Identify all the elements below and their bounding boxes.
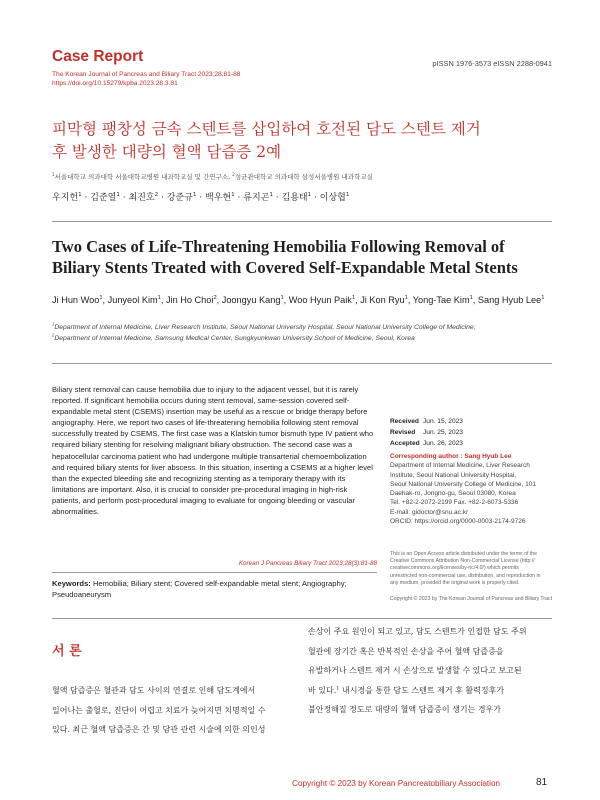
author-name: 김용태: [281, 193, 308, 203]
english-affiliations: [52, 323, 572, 344]
author-affil-mark: 1: [345, 192, 350, 198]
body-line: 유발하거나 스텐트 제거 시 손상으로 발생할 수 있다고 보고된: [308, 666, 522, 676]
korean-affiliation-2: 성균관대학교 의과대학 삼성서울병원 내과학교실: [234, 173, 373, 181]
author-affil-mark: 1: [99, 294, 103, 301]
article-header: [52, 48, 552, 87]
keywords-text: Hemobilia; Biliary stent; Covered self-expandable metal stent; Angiography; Pseudoaneurysm: [52, 579, 347, 599]
section-heading-introduction: 서 론: [52, 644, 82, 659]
author-name: Joongyu Kang: [221, 295, 281, 305]
author-affil-mark: 1: [351, 294, 356, 301]
date-value: Jun. 26, 2023: [423, 439, 463, 447]
page-number: 81: [536, 777, 548, 788]
body-line: 불안정해질 정도로 대량의 혈액 담즙증이 생기는 경우가: [308, 705, 501, 715]
date-row: [390, 428, 560, 439]
keywords-block: [52, 578, 377, 600]
open-access-notice: [390, 551, 560, 587]
corresponding-line: E-mail: gidoctor@snu.ac.kr: [390, 508, 469, 516]
author-name: Junyeol Kim: [107, 295, 158, 305]
body-line: 혈액 담즙증은 혈관과 담도 사이의 연결로 인해 담도계에서: [52, 686, 256, 695]
author-name: Ji Hun Woo: [52, 295, 100, 305]
abstract-text: Biliary stent removal can cause hemobilia due to injury to the adjacent vessel, but it is rarely reported. If significant hemobilia occurs during stent removal, same-session covered self-expandable metal stent (CSEMS) insertion may be useful as a rescue or bridge therapy before angiography. Here, we report two cases of life-threatening hemobilia following stent removal successfully treated by CSEMS. The first case was a Klatskin tumor bismuth type IV patient who required biliary stenting for resolving malignant biliary obstruction. The second case was a hepatocellular carcinoma patient who had undergone multiple transarterial chemoembolization and required biliary stents for liver abscess. In this situation, inserting a CSEMS at a higher level than the expected bleeding site and recognizing stenting as a temporary therapy with its limitations are important. Also, it is crucial to consider pre-procedural imaging in high-risk patients, and perform post-procedural imaging to evaluate for ongoing bleeding or vascular abnormalities.: [52, 385, 374, 517]
body-column-right: [308, 622, 558, 720]
corresponding-line: Daehak-ro, Jongno-gu, Seoul 03080, Korea: [390, 490, 516, 498]
date-value: Jun. 15, 2023: [423, 418, 463, 425]
body-line: [308, 681, 558, 701]
corresponding-line: Tel. +82-2-2072-2199 Fax. +82-2-6073-5336: [390, 499, 519, 507]
open-access-line: any medium, provided the original work is properly cited.: [390, 579, 520, 586]
journal-copyright: Copyright © 2023 by The Korean Journal of Pancreas and Biliary Tract: [390, 596, 553, 602]
author-name: Ji Kon Ryu: [360, 295, 405, 305]
corresponding-line: Seoul National University College of Medicine, 101: [390, 480, 536, 488]
article-type-label: Case Report: [52, 48, 144, 65]
affiliation-divider: [52, 363, 552, 364]
author-affil-mark: 1: [157, 294, 161, 301]
open-access-line: This is an Open Access article distributed under the terms of the: [390, 551, 538, 557]
english-author-list: Ji Hun Woo$^1$, Junyeol Kim$^1$, Jin Ho Choi$^2$, Joongyu Kang$^1$, Woo Hyun Paik$^1$, Ji Kon Ryu$^1$, Yong-Tae Kim$^1$, Sang Hyub Lee$^1$: [52, 294, 545, 305]
article-dates: [390, 417, 560, 449]
date-row: [390, 417, 560, 428]
korean-affiliations: [52, 172, 552, 181]
author-name: Sang Hyub Lee: [477, 295, 542, 305]
english-title: [52, 236, 562, 278]
open-access-line: Creative Commons Attribution Non-Commercial License (http://: [390, 558, 535, 565]
author-name: 백우현: [205, 193, 232, 203]
open-access-line: creativecommons.org/licenses/by-nc/4.0/) which permits: [390, 565, 519, 572]
english-affiliation-1: Department of Internal Medicine, Liver Research Institute, Seoul National University Hospital, Seoul National University College of Medicine;: [54, 324, 476, 331]
issn-line: pISSN 1976-3573 eISSN 2288-0941: [432, 59, 552, 68]
affil-mark: 2: [52, 332, 55, 338]
author-name: Woo Hyun Paik: [288, 295, 352, 305]
author-affil-mark: 2: [154, 192, 159, 198]
corresponding-author: [390, 452, 560, 526]
author-affil-mark: 1: [469, 294, 473, 301]
body-line: 일어나는 출혈로, 진단이 어렵고 치료가 늦어지면 치명적일 수: [52, 705, 266, 715]
author-affil-mark: 1: [231, 192, 235, 198]
english-affiliation-2: Department of Internal Medicine, Samsung Medical Center, Sungkyunkwan University School of Medicine, Seoul, Korea: [54, 334, 415, 342]
body-line: 있다. 최근 혈액 담즙증은 간 및 담관 관련 시술에 의한 의인성: [52, 725, 266, 735]
korean-author-list: 우지헌$^1$ · 김준열$^1$ · 최진호$^2$ · 강준규$^1$ · 백우현$^1$ · 류지곤$^1$ · 김용태$^1$ · 이상협$^1$: [52, 192, 350, 203]
journal-citation: The Korean Journal of Pancreas and Biliary Tract 2023;28:81-88: [52, 71, 241, 78]
author-affil-mark: 1: [116, 192, 120, 198]
body-divider: [52, 618, 552, 619]
korean-title-line-2: 후 발생한 대량의 혈액 담즙증 2예: [52, 143, 282, 161]
corresponding-line: ORCID: https://orcid.org/0000-0003-2174-9726: [390, 518, 526, 526]
author-name: Yong-Tae Kim: [412, 295, 470, 305]
korean-title: [52, 118, 552, 164]
body-text: 바 있다.: [308, 685, 337, 695]
date-row: [390, 439, 560, 450]
author-affil-mark: 1: [404, 294, 408, 301]
body-column-left: [52, 681, 302, 740]
open-access-line: unrestricted non-commercial use, distribution, and reproduction in: [390, 572, 541, 579]
author-name: 이상협: [319, 193, 346, 203]
body-text: 내시경을 통한 담도 스텐트 제거 후 활력징후가: [339, 685, 505, 695]
abstract-divider: [52, 572, 377, 573]
author-name: 류지곤: [243, 193, 270, 203]
english-title-line-1: Two Cases of Life-Threatening Hemobilia Following Removal of: [52, 237, 505, 256]
date-label: Accepted: [390, 439, 420, 447]
title-divider: [52, 221, 552, 222]
author-affil-mark: 1: [541, 294, 545, 301]
body-line: 혈관에 장기간 혹은 반복적인 손상을 주어 혈액 담즙증을: [308, 646, 504, 656]
korean-title-line-1: 피막형 팽창성 금속 스텐트를 삽입하여 호전된 담도 스텐트 제거: [52, 120, 481, 138]
corresponding-line: Institute, Seoul National University Hospital,: [390, 471, 517, 479]
reference-mark: 1: [336, 685, 340, 692]
author-affil-mark: 1: [78, 192, 82, 198]
footer-copyright: Copyright © 2023 by Korean Pancreatobiliary Association: [292, 779, 501, 788]
corresponding-line: Department of Internal Medicine, Liver Research: [390, 462, 530, 470]
abstract-citation: Korean J Pancreas Biliary Tract 2023;28(3):81-88: [238, 560, 377, 567]
author-name: 최진호: [128, 193, 155, 203]
author-name: 강준규: [166, 193, 193, 203]
author-name: 우지헌: [52, 193, 79, 203]
affil-mark: 2: [232, 171, 235, 177]
date-value: Jun. 25, 2023: [423, 428, 463, 436]
author-affil-mark: 1: [192, 192, 197, 198]
korean-affiliation-1: 서울대학교 의과대학 서울대학교병원 내과학교실 및 간연구소,: [54, 173, 231, 181]
body-line: 손상이 주요 원인이 되고 있고, 담도 스텐트가 인접한 담도 주위: [308, 627, 527, 636]
author-affil-mark: 1: [307, 192, 312, 198]
affil-mark: 1: [52, 171, 55, 177]
corresponding-author-heading: Corresponding author : Sang Hyub Lee: [390, 453, 512, 460]
author-affil-mark: 1: [280, 294, 284, 301]
doi-link[interactable]: https://doi.org/10.15279/kpba.2023.28.3.81: [52, 80, 178, 87]
author-name: Jin Ho Choi: [165, 295, 214, 305]
date-label: Received: [390, 418, 419, 425]
keywords-label: Keywords:: [52, 579, 91, 588]
author-name: 김준열: [90, 193, 117, 203]
author-affil-mark: 2: [213, 294, 217, 301]
english-title-line-2: Biliary Stents Treated with Covered Self-Expandable Metal Stents: [52, 258, 518, 277]
affil-mark: 1: [52, 321, 55, 327]
date-label: Revised: [390, 428, 416, 436]
author-affil-mark: 1: [269, 192, 273, 198]
